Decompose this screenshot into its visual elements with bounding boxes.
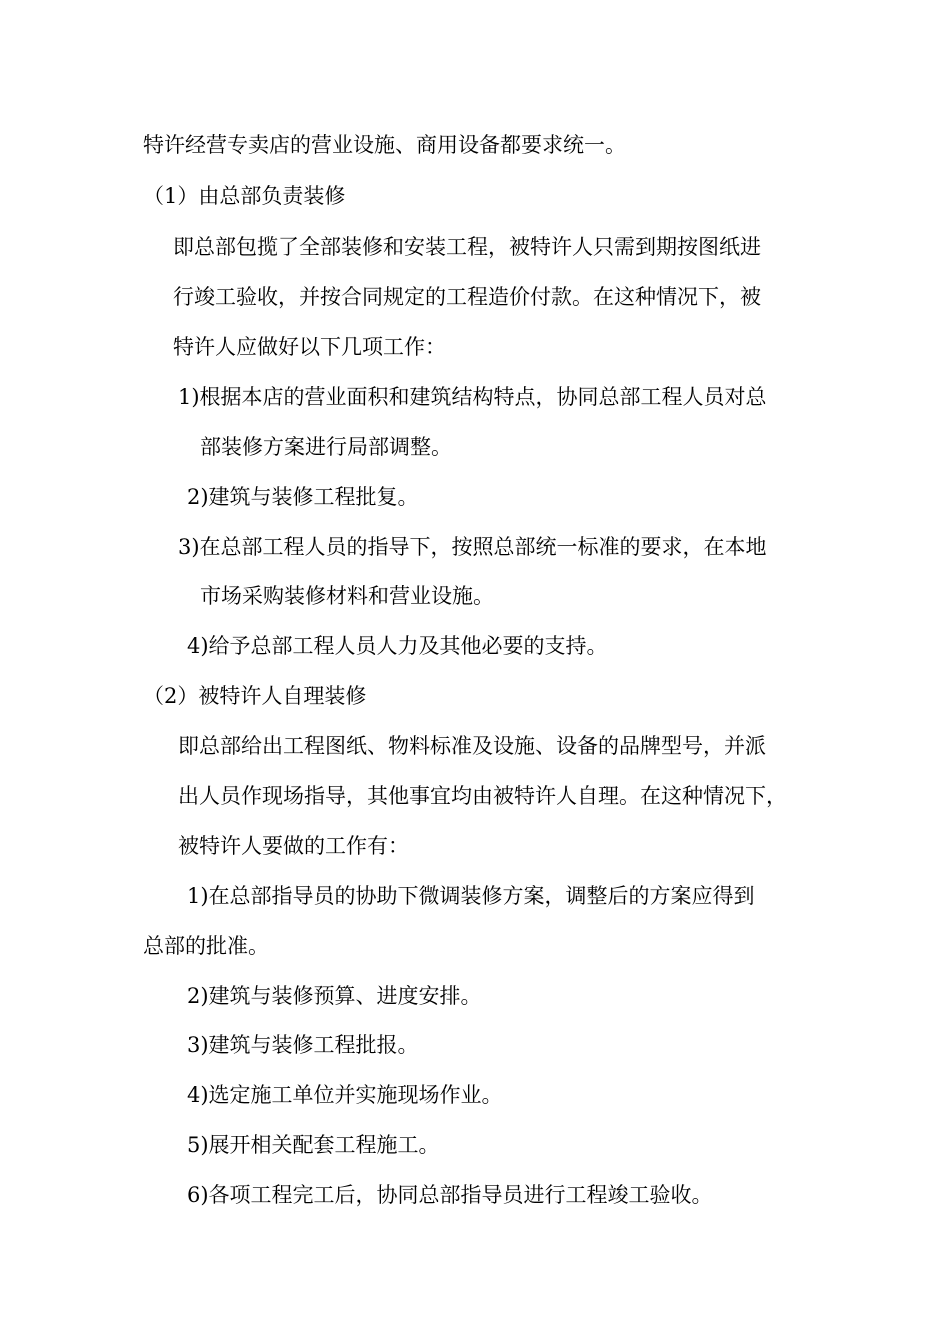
list-item: 4)给予总部工程人员人力及其他必要的支持。 <box>187 634 608 658</box>
list-item: 1)在总部指导员的协助下微调装修方案，调整后的方案应得到 <box>187 884 755 908</box>
list-item: 6)各项工程完工后，协同总部指导员进行工程竣工验收。 <box>187 1183 713 1207</box>
list-item: 2)建筑与装修预算、进度安排。 <box>187 984 482 1008</box>
text-line-intro: 特许经营专卖店的营业设施、商用设备都要求统一。 <box>143 133 626 157</box>
list-item: 2)建筑与装修工程批复。 <box>187 485 419 509</box>
list-item: 4)选定施工单位并实施现场作业。 <box>187 1083 503 1107</box>
section-heading-2: （2）被特许人自理装修 <box>143 684 367 708</box>
text-line: 即总部给出工程图纸、物料标准及设施、设备的品牌型号，并派 <box>178 734 766 758</box>
text-line: 行竣工验收，并按合同规定的工程造价付款。在这种情况下，被 <box>173 285 761 309</box>
list-item-continuation: 部装修方案进行局部调整。 <box>200 435 452 459</box>
list-item: 1)根据本店的营业面积和建筑结构特点，协同总部工程人员对总 <box>178 385 767 409</box>
list-item-continuation: 市场采购装修材料和营业设施。 <box>200 584 494 608</box>
list-item: 5)展开相关配套工程施工。 <box>187 1133 440 1157</box>
list-item: 3)建筑与装修工程批报。 <box>187 1033 419 1057</box>
text-line: 出人员作现场指导，其他事宜均由被特许人自理。在这种情况下， <box>178 784 787 808</box>
section-heading-1: （1）由总部负责装修 <box>143 184 346 208</box>
list-item: 3)在总部工程人员的指导下，按照总部统一标准的要求，在本地 <box>178 535 767 559</box>
text-line: 特许人应做好以下几项工作： <box>173 335 446 359</box>
text-line: 被特许人要做的工作有： <box>178 834 409 858</box>
text-line: 即总部包揽了全部装修和安装工程，被特许人只需到期按图纸进 <box>173 235 761 259</box>
list-item-continuation: 总部的批准。 <box>143 934 269 958</box>
